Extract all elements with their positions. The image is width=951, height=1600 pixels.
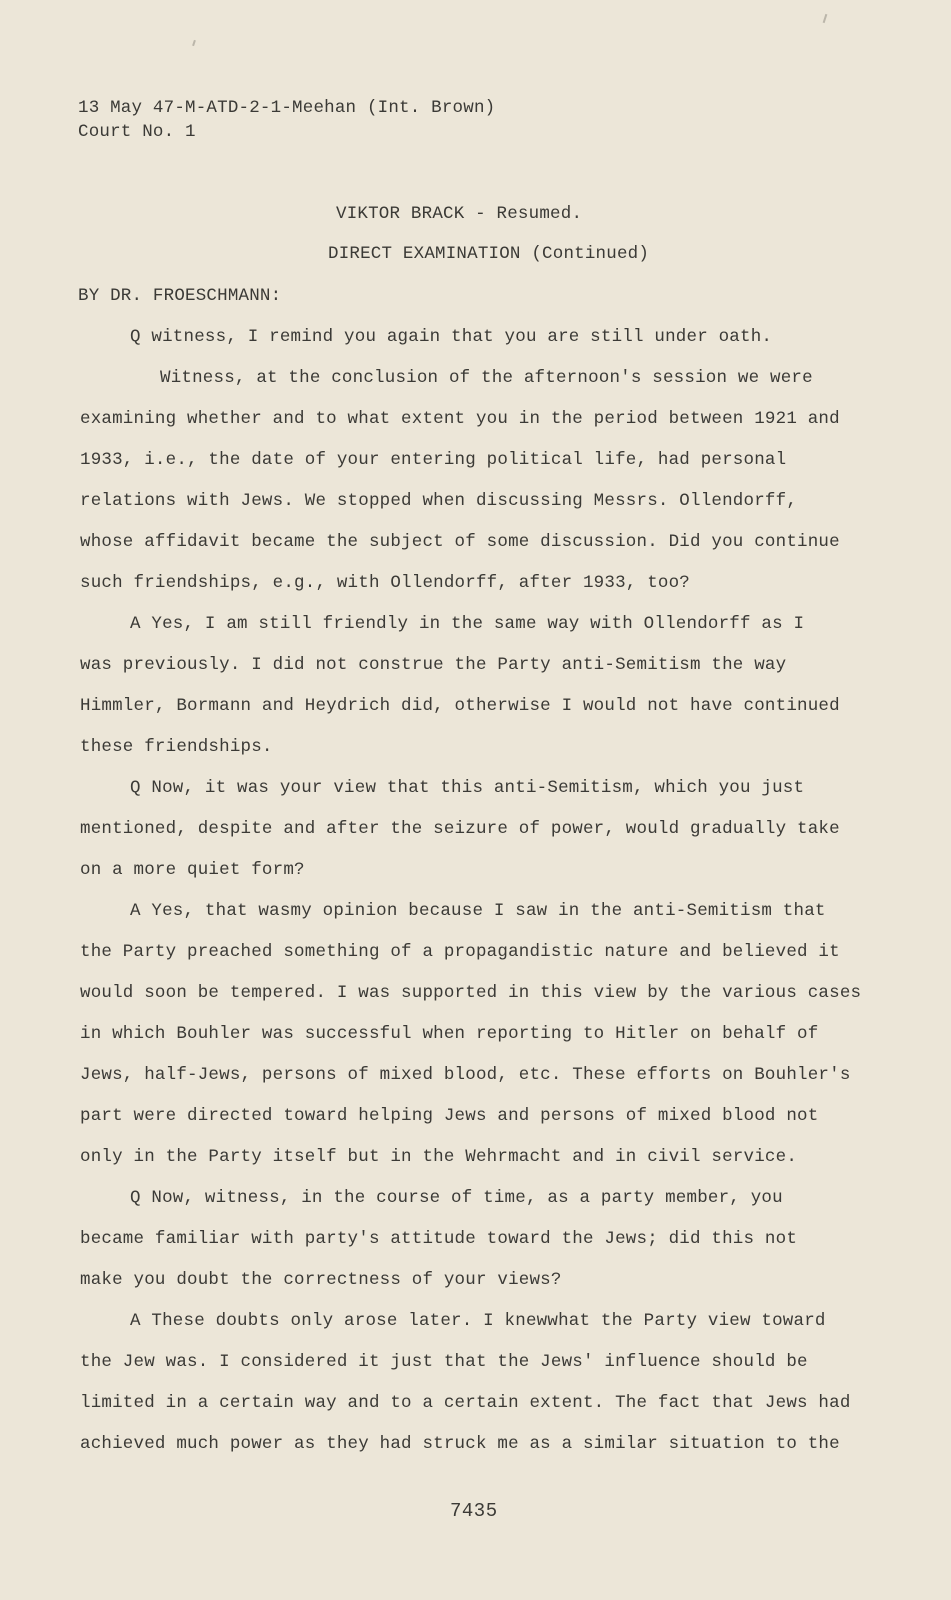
transcript-line: achieved much power as they had struck me as a similar situation to the: [80, 1434, 840, 1454]
examination-title: DIRECT EXAMINATION (Continued): [328, 244, 650, 264]
transcript-line: only in the Party itself but in the Wehrmacht and in civil service.: [80, 1147, 798, 1167]
transcript-line: the Jew was. I considered it just that the Jews' influence should be: [80, 1352, 808, 1372]
header-reference: 13 May 47-M-ATD-2-1-Meehan (Int. Brown): [78, 98, 496, 118]
transcript-line: A These doubts only arose later. I knewwhat the Party view toward: [130, 1311, 826, 1331]
header-court: Court No. 1: [78, 122, 196, 142]
transcript-line: Jews, half-Jews, persons of mixed blood, etc. These efforts on Bouhler's: [80, 1065, 851, 1085]
transcript-line: Q witness, I remind you again that you are still under oath.: [130, 327, 773, 347]
transcript-line: relations with Jews. We stopped when discussing Messrs. Ollendorff,: [80, 491, 798, 511]
transcript-line: in which Bouhler was successful when reporting to Hitler on behalf of: [80, 1024, 819, 1044]
witness-title: VIKTOR BRACK - Resumed.: [336, 204, 583, 224]
transcript-line: the Party preached something of a propagandistic nature and believed it: [80, 942, 840, 962]
transcript-line: such friendships, e.g., with Ollendorff, after 1933, too?: [80, 573, 690, 593]
transcript-line: on a more quiet form?: [80, 860, 305, 880]
page-number: 7435: [450, 1500, 498, 1522]
transcript-line: 1933, i.e., the date of your entering political life, had personal: [80, 450, 787, 470]
transcript-line: A Yes, that wasmy opinion because I saw in the anti-Semitism that: [130, 901, 826, 921]
transcript-line: Himmler, Bormann and Heydrich did, otherwise I would not have continued: [80, 696, 840, 716]
transcript-line: would soon be tempered. I was supported in this view by the various cases: [80, 983, 862, 1003]
transcript-line: limited in a certain way and to a certain extent. The fact that Jews had: [80, 1393, 851, 1413]
transcript-line: Q Now, it was your view that this anti-Semitism, which you just: [130, 778, 805, 798]
transcript-line: examining whether and to what extent you in the period between 1921 and: [80, 409, 840, 429]
transcript-line: make you doubt the correctness of your views?: [80, 1270, 562, 1290]
transcript-line: was previously. I did not construe the Party anti-Semitism the way: [80, 655, 787, 675]
examiner-heading: BY DR. FROESCHMANN:: [78, 286, 282, 306]
transcript-line: became familiar with party's attitude toward the Jews; did this not: [80, 1229, 798, 1249]
paper-speck: [192, 40, 196, 46]
transcript-line: Witness, at the conclusion of the afternoon's session we were: [160, 368, 813, 388]
transcript-line: these friendships.: [80, 737, 273, 757]
transcript-line: A Yes, I am still friendly in the same way with Ollendorff as I: [130, 614, 805, 634]
transcript-line: mentioned, despite and after the seizure of power, would gradually take: [80, 819, 840, 839]
transcript-line: Q Now, witness, in the course of time, as a party member, you: [130, 1188, 783, 1208]
transcript-line: part were directed toward helping Jews and persons of mixed blood not: [80, 1106, 819, 1126]
transcript-line: whose affidavit became the subject of some discussion. Did you continue: [80, 532, 840, 552]
paper-speck: [823, 14, 828, 23]
